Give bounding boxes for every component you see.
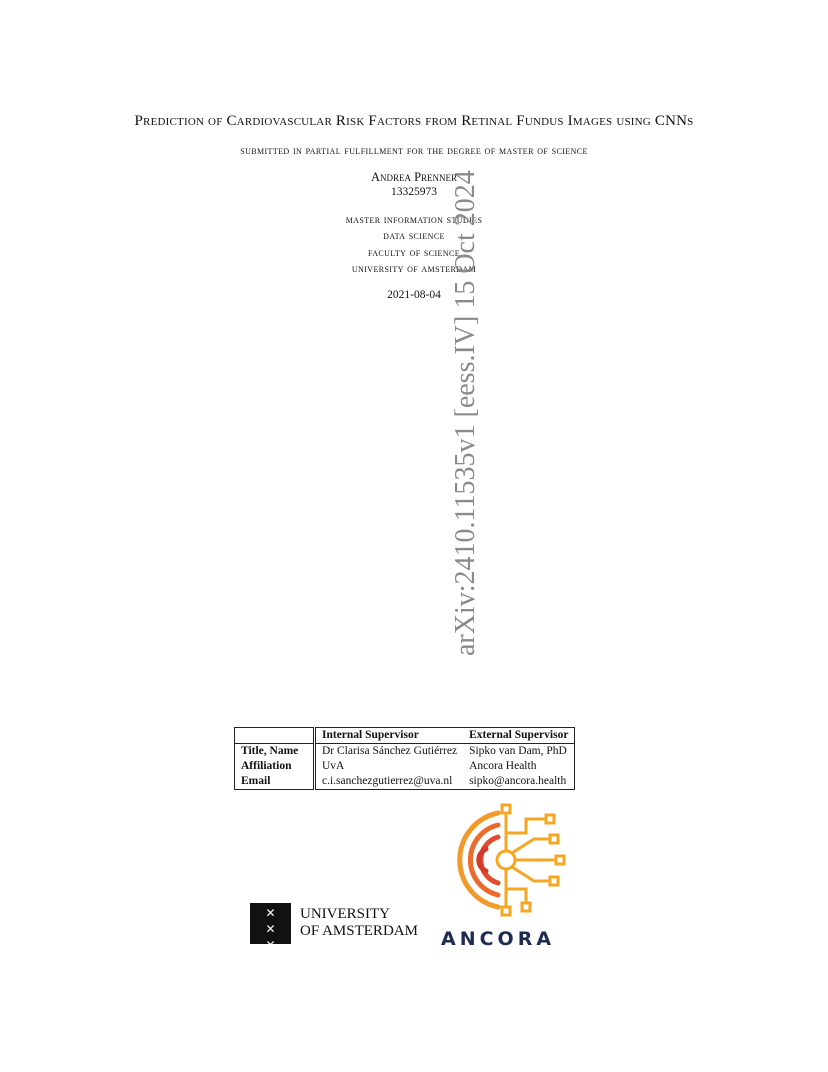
circuit-brain-icon bbox=[446, 803, 566, 923]
table-cell: Sipko van Dam, PhD bbox=[469, 745, 567, 757]
table-cell: Dr Clarisa Sánchez Gutiérrez bbox=[322, 745, 458, 757]
uva-wordmark-line: UNIVERSITY bbox=[300, 906, 390, 922]
table-row-label: Affiliation bbox=[235, 759, 315, 774]
table-header-cell: Internal Supervisor bbox=[315, 728, 464, 744]
table-cell: sipko@ancora.health bbox=[469, 775, 567, 787]
program-line: master information studies bbox=[345, 214, 483, 226]
program-line: university of amsterdam bbox=[351, 263, 477, 275]
table-header-cell bbox=[235, 728, 315, 744]
ancora-wordmark: ANCORA bbox=[441, 928, 556, 950]
submission-date: 2021-08-04 bbox=[387, 289, 441, 301]
uva-crosses-emblem-icon: ✕ ✕ ✕ bbox=[250, 903, 291, 944]
uva-wordmark bbox=[300, 906, 418, 940]
paper-title: Prediction of Cardiovascular Risk Factors from Retinal Fundus Images using CNNs bbox=[134, 113, 694, 129]
student-id: 13325973 bbox=[391, 186, 437, 198]
table-row-label: Email bbox=[235, 774, 315, 790]
author-name: Andrea Prenner bbox=[370, 170, 458, 184]
table-cell: c.i.sanchezgutierrez@uva.nl bbox=[322, 775, 453, 787]
program-line: faculty of science bbox=[367, 247, 461, 259]
table-row bbox=[235, 759, 575, 774]
table-cell: UvA bbox=[322, 760, 345, 772]
paper-subtitle: submitted in partial fulfillment for the degree of master of science bbox=[240, 143, 588, 157]
table-header-row bbox=[235, 728, 575, 744]
uva-wordmark-line: OF AMSTERDAM bbox=[300, 923, 418, 939]
arxiv-watermark: arXiv:2410.11535v1 [eess.IV] 15 Oct 2024 bbox=[450, 170, 481, 656]
table-row bbox=[235, 744, 575, 760]
program-line: data science bbox=[383, 230, 445, 242]
table-row-label: Title, Name bbox=[235, 744, 315, 760]
table-cell: Ancora Health bbox=[469, 760, 537, 772]
table-header-cell: External Supervisor bbox=[463, 728, 575, 744]
table-row bbox=[235, 774, 575, 790]
supervisor-table bbox=[234, 727, 575, 790]
